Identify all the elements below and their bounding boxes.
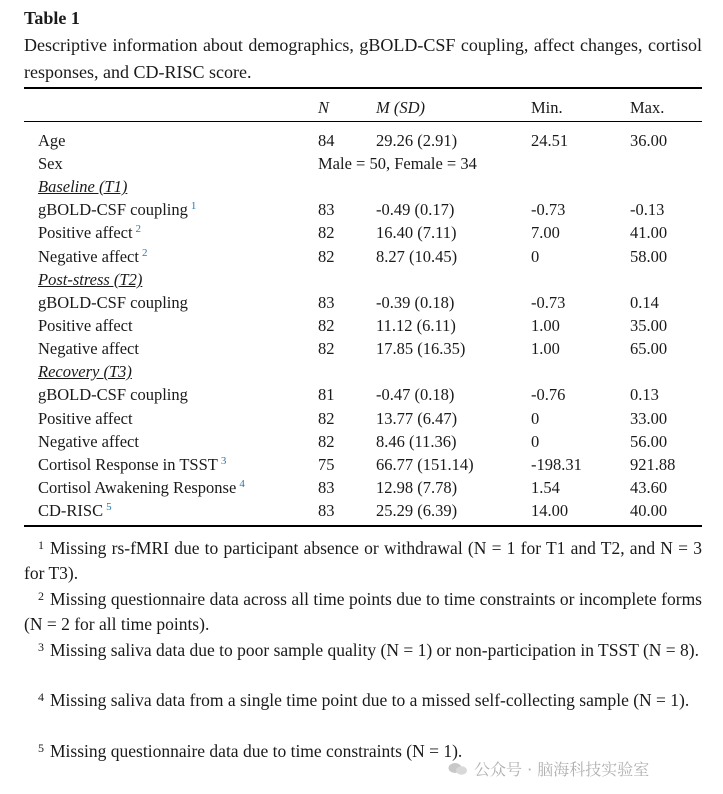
row-label-text: Age: [38, 131, 66, 150]
footnote-ref[interactable]: 2: [135, 223, 142, 235]
cell-n: 83: [318, 293, 335, 312]
watermark: [448, 757, 649, 780]
footnote-ref[interactable]: 1: [190, 200, 197, 212]
cell-n: 82: [318, 432, 335, 451]
row-label-text: Sex: [38, 154, 63, 173]
cell-min: 0: [531, 409, 540, 428]
footnote-number: 1: [38, 538, 44, 552]
cell-n: 82: [318, 223, 335, 242]
cell-n: 83: [318, 478, 335, 497]
row-label: [38, 154, 63, 174]
footnote-text: Missing saliva data due to poor sample quality (N = 1) or non-participation in TSST (N = 8).: [50, 640, 699, 660]
footnote-text: Missing questionnaire data due to time constraints (N = 1).: [50, 741, 463, 761]
footnote: [24, 587, 702, 637]
table-label: Table 1: [24, 8, 80, 28]
footnote: [24, 688, 702, 713]
cell-max: -0.13: [630, 200, 665, 219]
cell-min: 1.54: [531, 478, 560, 497]
cell-n: 83: [318, 200, 335, 219]
row-label-text: Negative affect: [38, 339, 139, 358]
cell-n: 82: [318, 247, 335, 266]
cell-min: 1.00: [531, 316, 560, 335]
cell-max: 43.60: [630, 478, 668, 497]
footnote-number: 3: [38, 640, 44, 654]
row-label-text: Negative affect: [38, 247, 139, 266]
cell-msd: 8.27 (10.45): [376, 247, 458, 266]
cell-min: -198.31: [531, 455, 582, 474]
top-rule: [24, 87, 702, 89]
cell-min: 24.51: [531, 131, 569, 150]
cell-msd: 29.26 (2.91): [376, 131, 458, 150]
cell-msd: -0.39 (0.18): [376, 293, 455, 312]
cell-max: 41.00: [630, 223, 668, 242]
cell-msd: 25.29 (6.39): [376, 501, 458, 520]
row-label-text: Positive affect: [38, 223, 133, 242]
row-label: [38, 200, 196, 220]
footnote-ref[interactable]: 2: [141, 247, 148, 259]
cell-min: 0: [531, 247, 540, 266]
row-label: [38, 131, 66, 151]
table-caption: Descriptive information about demographics, gBOLD-CSF coupling, affect changes, cortisol responses, and CD-RISC score.: [24, 35, 702, 82]
section-heading: Baseline (T1): [38, 177, 128, 196]
bottom-rule: [24, 525, 702, 527]
row-label: [38, 409, 133, 429]
cell-min: -0.73: [531, 293, 566, 312]
cell-msd: 13.77 (6.47): [376, 409, 458, 428]
cell-min: 0: [531, 432, 540, 451]
footnote: [24, 536, 702, 586]
row-label: [38, 501, 112, 521]
row-label: [38, 293, 188, 313]
footnote-ref[interactable]: 4: [239, 478, 245, 490]
cell-n: 82: [318, 409, 335, 428]
row-label: [38, 385, 188, 405]
cell-msd: 17.85 (16.35): [376, 339, 466, 358]
row-label-text: Cortisol Awakening Response: [38, 478, 237, 497]
cell-max: 58.00: [630, 247, 668, 266]
cell-msd: 12.98 (7.78): [376, 478, 458, 497]
cell-min: 14.00: [531, 501, 569, 520]
footnote-text: Missing questionnaire data across all time points due to time constraints or incomplete forms (N = 2 for all time points).: [24, 589, 702, 634]
cell-n: 81: [318, 385, 335, 404]
cell-max: 0.13: [630, 385, 659, 404]
row-label-text: Positive affect: [38, 409, 133, 428]
wechat-icon: [448, 762, 468, 776]
cell-max: 921.88: [630, 455, 676, 474]
cell-min: 1.00: [531, 339, 560, 358]
row-label: [38, 455, 226, 475]
header-n: N: [318, 98, 330, 117]
row-label: [38, 223, 141, 243]
cell-max: 33.00: [630, 409, 668, 428]
watermark-text: 公众号 · 脑海科技实验室: [474, 760, 650, 779]
cell-n: 83: [318, 501, 335, 520]
footnote-number: 2: [38, 589, 44, 603]
row-label-text: Negative affect: [38, 432, 139, 451]
cell-min: 7.00: [531, 223, 560, 242]
row-label-text: gBOLD-CSF coupling: [38, 385, 188, 404]
cell-msd: 8.46 (11.36): [376, 432, 457, 451]
footnote-ref[interactable]: 5: [106, 501, 112, 513]
footnote: [24, 638, 702, 663]
header-msd: M (SD): [376, 98, 426, 117]
cell-n: 82: [318, 339, 335, 358]
cell-msd: 16.40 (7.11): [376, 223, 457, 242]
cell-n: 84: [318, 131, 335, 150]
footnote-number: 4: [38, 690, 44, 704]
cell-msd: 66.77 (151.14): [376, 455, 474, 474]
cell-min: -0.73: [531, 200, 566, 219]
cell-msd: -0.47 (0.18): [376, 385, 455, 404]
cell-n: 82: [318, 316, 335, 335]
row-label-text: Cortisol Response in TSST: [38, 455, 218, 474]
row-label: [38, 339, 139, 359]
cell-max: 0.14: [630, 293, 659, 312]
row-label: [38, 478, 245, 498]
cell-msd: 11.12 (6.11): [376, 316, 456, 335]
footnote-text: Missing saliva data from a single time point due to a missed self-collecting sample (N = 1).: [50, 690, 690, 710]
cell-max: 35.00: [630, 316, 668, 335]
cell-max: 65.00: [630, 339, 668, 358]
row-span-value: Male = 50, Female = 34: [318, 154, 477, 173]
section-heading: Recovery (T3): [38, 362, 132, 381]
footnote-ref[interactable]: 3: [220, 455, 227, 467]
footnote-text: Missing rs-fMRI due to participant absence or withdrawal (N = 1 for T1 and T2, and N = 3 for T3).: [24, 538, 702, 583]
section-heading: Post-stress (T2): [38, 270, 143, 289]
row-label: [38, 247, 147, 267]
row-label-text: CD-RISC: [38, 501, 104, 520]
cell-n: 75: [318, 455, 335, 474]
row-label: [38, 432, 139, 452]
cell-max: 40.00: [630, 501, 668, 520]
cell-max: 36.00: [630, 131, 668, 150]
cell-msd: -0.49 (0.17): [376, 200, 455, 219]
row-label-text: gBOLD-CSF coupling: [38, 293, 188, 312]
header-rule: [24, 121, 702, 122]
row-label-text: Positive affect: [38, 316, 133, 335]
footnote-number: 5: [38, 741, 44, 755]
row-label-text: gBOLD-CSF coupling: [38, 200, 188, 219]
row-label: [38, 316, 133, 336]
header-min: Min.: [531, 98, 563, 117]
header-max: Max.: [630, 98, 665, 117]
cell-max: 56.00: [630, 432, 668, 451]
cell-min: -0.76: [531, 385, 566, 404]
